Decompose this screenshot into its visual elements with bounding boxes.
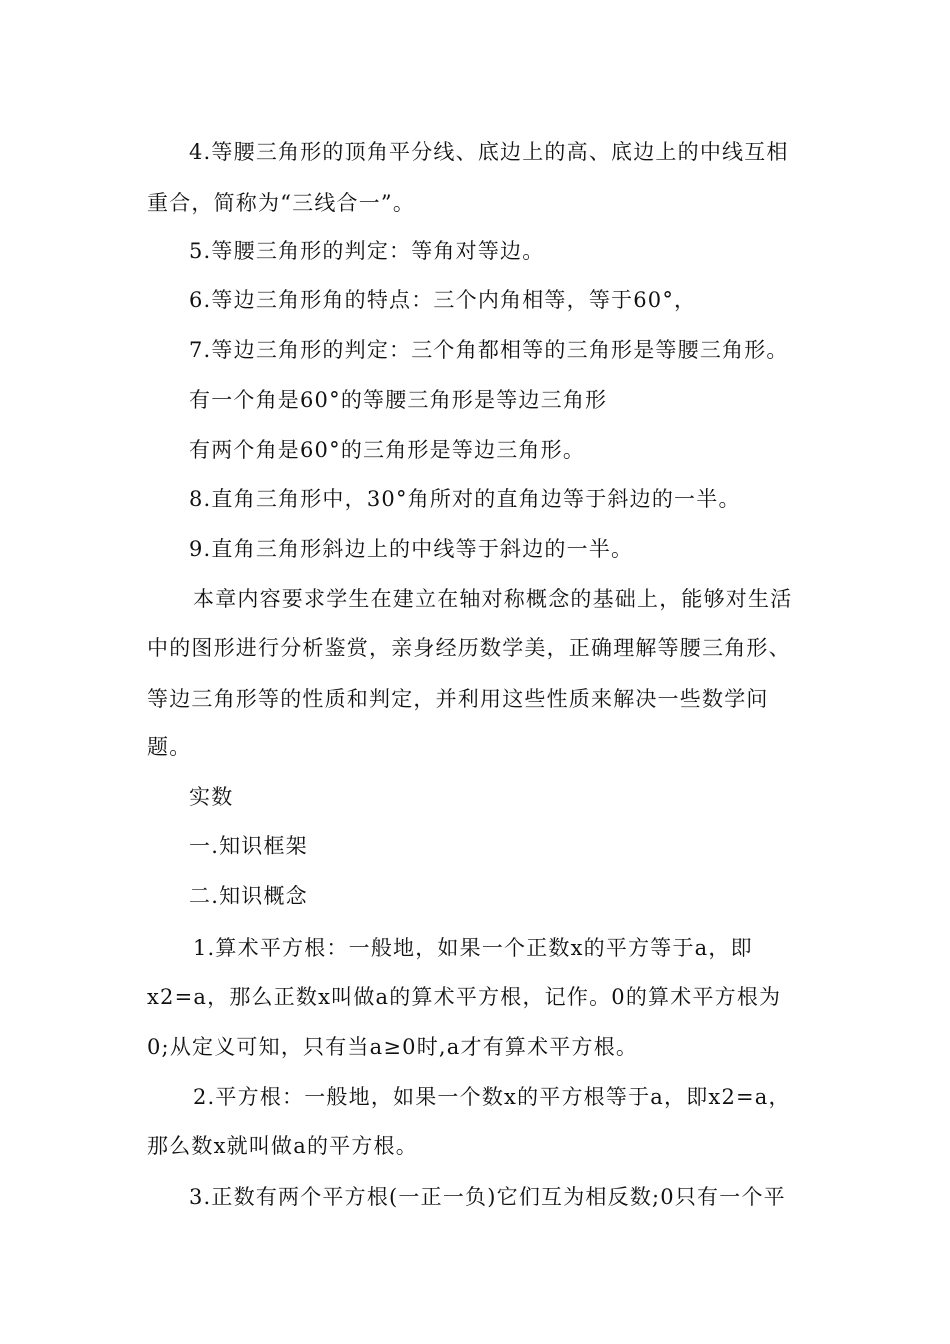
paragraph-line: 7.等边三角形的判定：三个角都相等的三角形是等腰三角形。 — [189, 338, 789, 362]
paragraph-line: 0;从定义可知，只有当a≥0时,a才有算术平方根。 — [147, 1035, 639, 1059]
paragraph-line: 8.直角三角形中，30°角所对的直角边等于斜边的一半。 — [189, 487, 741, 511]
paragraph-line: 题。 — [147, 735, 192, 759]
paragraph-line: 6.等边三角形角的特点：三个内角相等，等于60°， — [189, 288, 697, 312]
paragraph-line: 5.等腰三角形的判定：等角对等边。 — [189, 239, 545, 263]
paragraph-line: 有一个角是60°的等腰三角形是等边三角形 — [189, 388, 608, 412]
paragraph-line: 等边三角形等的性质和判定，并利用这些性质来解决一些数学问 — [147, 687, 769, 711]
paragraph-line: 3.正数有两个平方根(一正一负)它们互为相反数;0只有一个平 — [189, 1185, 786, 1209]
paragraph-line: 那么数x就叫做a的平方根。 — [147, 1134, 418, 1158]
paragraph-line: 中的图形进行分析鉴赏，亲身经历数学美，正确理解等腰三角形、 — [147, 636, 791, 660]
paragraph-line: 4.等腰三角形的顶角平分线、底边上的高、底边上的中线互相 — [189, 140, 789, 164]
paragraph-line: 有两个角是60°的三角形是等边三角形。 — [189, 438, 586, 462]
paragraph-line: 本章内容要求学生在建立在轴对称概念的基础上，能够对生活 — [193, 587, 793, 611]
paragraph-line: 2.平方根：一般地，如果一个数x的平方根等于a，即x2=a， — [193, 1085, 791, 1109]
paragraph-line: 9.直角三角形斜边上的中线等于斜边的一半。 — [189, 537, 634, 561]
section-heading: 二.知识概念 — [189, 884, 308, 908]
paragraph-line: 1.算术平方根：一般地，如果一个正数x的平方等于a，即 — [193, 936, 753, 960]
section-heading: 一.知识框架 — [189, 834, 308, 858]
paragraph-line: x2=a，那么正数x叫做a的算术平方根，记作。0的算术平方根为 — [147, 985, 782, 1009]
paragraph-line: 重合，简称为“三线合一”。 — [147, 191, 416, 215]
section-heading: 实数 — [189, 785, 234, 809]
